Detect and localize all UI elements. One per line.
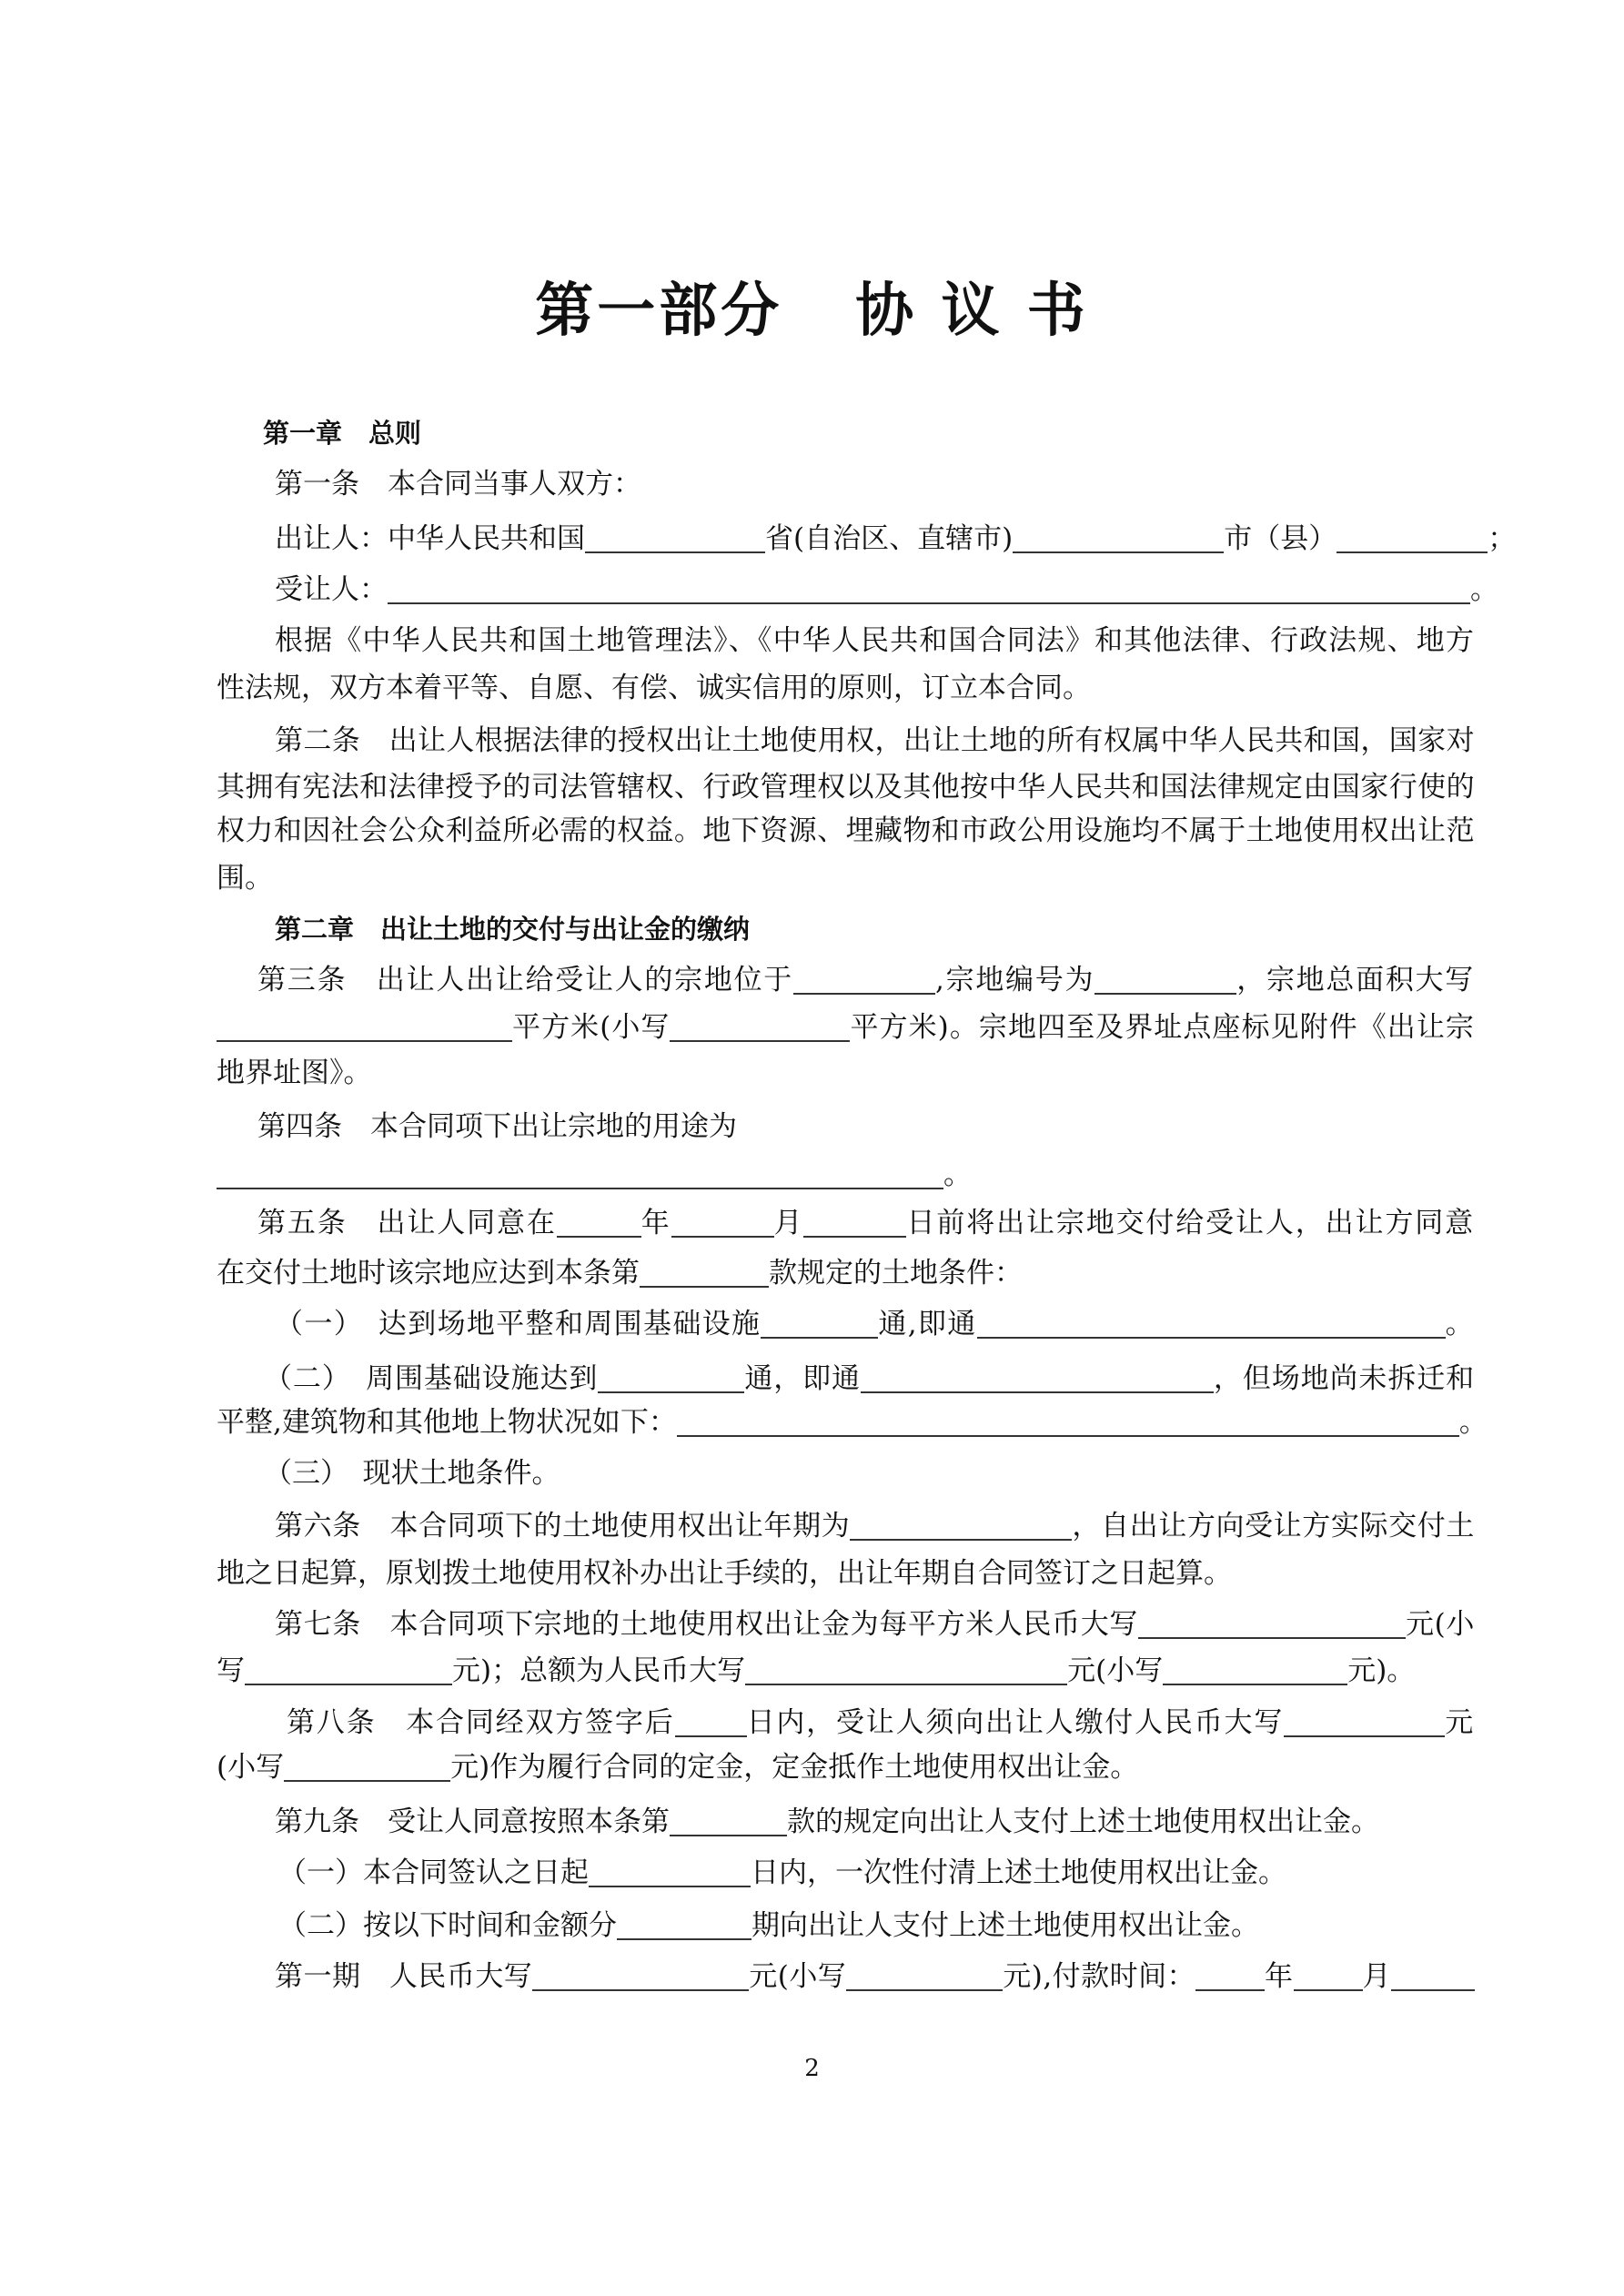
page-number: 2: [804, 2055, 820, 2082]
line-text: 通,即通: [878, 1308, 977, 1340]
fill-in-blank[interactable]: [557, 1209, 641, 1238]
line-text: 第二条 出让人根据法律的授权出让土地使用权，出让土地的所有权属中华人民共和国，国家对: [275, 724, 1475, 757]
fill-in-blank[interactable]: [670, 1013, 850, 1042]
contract-line: [217, 1009, 1475, 1046]
line-text: 元(小: [1406, 1608, 1475, 1641]
fill-in-blank[interactable]: [846, 1962, 1003, 1991]
title-name: 协 议 书: [855, 278, 1089, 345]
line-text: 出让人：中华人民共和国: [275, 522, 585, 555]
fill-in-blank[interactable]: [1013, 524, 1224, 553]
line-text: （二）按以下时间和金额分: [278, 1909, 617, 1942]
line-text: 元: [1445, 1706, 1475, 1739]
fill-in-blank[interactable]: [675, 1708, 747, 1737]
line-text: 根据《中华人民共和国土地管理法》、《中华人民共和国合同法》和其他法律、行政法规、地方: [275, 624, 1475, 657]
fill-in-blank[interactable]: [745, 1656, 1067, 1685]
line-text: 平方米(小写: [512, 1011, 671, 1044]
line-text: 年: [641, 1207, 671, 1239]
line-text: 写: [217, 1654, 245, 1687]
contract-line: [264, 1360, 1475, 1397]
fill-in-blank[interactable]: [803, 1209, 906, 1238]
line-text: (小写: [217, 1751, 285, 1784]
line-text: 其拥有宪法和法律授予的司法管辖权、行政管理权以及其他按中华人民共和国法律规定由国家行使的: [217, 771, 1475, 804]
contract-line: [217, 769, 1475, 805]
line-text: 性法规，双方本着平等、自愿、有偿、诚实信用的原则，订立本合同。: [217, 672, 1091, 704]
line-text: 平方米)。宗地四至及界址点座标见附件《出让宗: [850, 1011, 1476, 1044]
line-text: ，宗地总面积大写: [1236, 964, 1476, 996]
fill-in-blank[interactable]: [217, 1013, 512, 1042]
fill-in-blank[interactable]: [284, 1753, 450, 1782]
line-text: 。: [1470, 573, 1498, 606]
contract-line: [217, 813, 1475, 849]
line-text: 省(自治区、直辖市): [765, 522, 1014, 555]
line-text: 第四条 本合同项下出让宗地的用途为: [257, 1110, 737, 1143]
line-text: 地之日起算，原划拨土地使用权补办出让手续的，出让年期自合同签订之日起算。: [217, 1557, 1232, 1590]
fill-in-blank[interactable]: [245, 1656, 452, 1685]
contract-line: [257, 1205, 1475, 1241]
line-text: 元(小写: [1067, 1654, 1164, 1687]
line-text: 受让人：: [275, 573, 388, 606]
fill-in-blank[interactable]: [670, 1807, 787, 1836]
contract-line: [217, 1653, 1415, 1689]
line-text: 通，即通: [744, 1362, 861, 1395]
contract-line: [275, 723, 1475, 759]
line-text: 。: [943, 1158, 972, 1191]
line-text: 第八条 本合同经双方签字后: [287, 1706, 675, 1739]
line-text: 地界址图》。: [217, 1057, 372, 1089]
contract-line: [217, 860, 273, 896]
contract-line: [275, 1508, 1475, 1544]
line-text: 日内，一次性付清上述土地使用权出让金。: [751, 1856, 1286, 1889]
line-text: 第六条 本合同项下的土地使用权出让年期为: [275, 1510, 851, 1542]
fill-in-blank[interactable]: [589, 1858, 751, 1887]
contract-line: [217, 1555, 1232, 1592]
fill-in-blank[interactable]: [977, 1310, 1446, 1339]
contract-line: [217, 670, 1091, 706]
contract-line: [275, 466, 641, 502]
line-text: 平整,建筑物和其他地上物状况如下：: [217, 1406, 677, 1439]
fill-in-blank[interactable]: [793, 966, 935, 995]
fill-in-blank[interactable]: [585, 524, 765, 553]
page-title: [0, 264, 1624, 348]
fill-in-blank[interactable]: [1163, 1656, 1347, 1685]
chapter-heading: [275, 911, 750, 947]
fill-in-blank[interactable]: [1138, 1610, 1406, 1639]
contract-line: [275, 1606, 1475, 1643]
title-part: 第一部分: [535, 278, 783, 345]
line-text: 日内，受让人须向出让人缴付人民币大写: [746, 1706, 1285, 1739]
contract-line: [217, 1404, 1488, 1441]
line-text: 期向出让人支付上述土地使用权出让金。: [751, 1909, 1259, 1942]
fill-in-blank[interactable]: [1391, 1962, 1475, 1991]
line-text: 市（县）: [1224, 522, 1337, 555]
line-text: 第一期 人民币大写: [275, 1960, 533, 1993]
line-text: 第一条 本合同当事人双方：: [275, 468, 641, 501]
line-text: 第一章 总则: [263, 418, 422, 449]
line-text: 元)作为履行合同的定金，定金抵作土地使用权出让金。: [450, 1751, 1139, 1784]
line-text: 。: [1445, 1308, 1476, 1340]
fill-in-blank[interactable]: [1284, 1708, 1445, 1737]
fill-in-blank[interactable]: [1195, 1962, 1265, 1991]
fill-in-blank[interactable]: [532, 1962, 749, 1991]
contract-line: [257, 962, 1475, 998]
line-text: （三） 现状土地条件。: [264, 1457, 560, 1490]
contract-line: [217, 1055, 372, 1091]
contract-line: [287, 1704, 1475, 1741]
fill-in-blank[interactable]: [1294, 1962, 1363, 1991]
line-text: 款的规定向出让人支付上述土地使用权出让金。: [787, 1805, 1379, 1838]
fill-in-blank[interactable]: [217, 1160, 943, 1189]
line-text: 权力和因社会公众利益所必需的权益。地下资源、埋藏物和市政公用设施均不属于土地使用权出让范: [217, 814, 1475, 847]
line-text: 第九条 受让人同意按照本条第: [275, 1805, 670, 1838]
line-text: 第五条 出让人同意在: [257, 1207, 557, 1239]
fill-in-blank[interactable]: [677, 1408, 1459, 1437]
line-text: 围。: [217, 862, 273, 895]
contract-line: [275, 571, 1498, 608]
line-text: 。: [1458, 1406, 1488, 1439]
line-text: 元),付款时间：: [1003, 1960, 1196, 1993]
fill-in-blank[interactable]: [761, 1310, 878, 1339]
line-text: 日前将出让宗地交付给受让人，出让方同意: [906, 1207, 1476, 1239]
contract-line: [257, 1108, 737, 1145]
line-text: （二） 周围基础设施达到: [264, 1362, 599, 1395]
line-text: 第三条 出让人出让给受让人的宗地位于: [257, 964, 794, 996]
contract-line: [275, 1306, 1475, 1342]
line-text: （一） 达到场地平整和周围基础设施: [275, 1308, 762, 1340]
contract-line: [275, 1958, 1475, 1995]
fill-in-blank[interactable]: [1094, 966, 1236, 995]
line-text: ；: [1488, 522, 1517, 555]
line-text: ，但场地尚未拆迁和: [1213, 1362, 1476, 1395]
fill-in-blank[interactable]: [671, 1209, 774, 1238]
line-text: 月: [1362, 1960, 1392, 1993]
chapter-heading: [263, 415, 421, 451]
contract-line: [217, 1749, 1138, 1785]
line-text: ，自出让方向受让方实际交付土: [1072, 1510, 1476, 1542]
fill-in-blank[interactable]: [1337, 524, 1488, 553]
contract-line: [217, 1255, 1023, 1291]
line-text: 第七条 本合同项下宗地的土地使用权出让金为每平方米人民币大写: [275, 1608, 1138, 1641]
fill-in-blank[interactable]: [850, 1512, 1072, 1541]
fill-in-blank[interactable]: [640, 1259, 769, 1288]
line-text: 元)；总额为人民币大写: [452, 1654, 746, 1687]
contract-line: [275, 1804, 1379, 1840]
line-text: ,宗地编号为: [935, 964, 1095, 996]
contract-line: [217, 1157, 972, 1193]
contract-line: [278, 1907, 1259, 1944]
line-text: 元(小写: [749, 1960, 847, 1993]
contract-line: [278, 1855, 1286, 1891]
fill-in-blank[interactable]: [617, 1911, 751, 1940]
fill-in-blank[interactable]: [388, 575, 1470, 604]
fill-in-blank[interactable]: [598, 1364, 744, 1393]
line-text: 第二章 出让土地的交付与出让金的缴纳: [275, 914, 751, 945]
contract-line: [275, 622, 1475, 659]
line-text: 元)。: [1347, 1654, 1416, 1687]
line-text: 款规定的土地条件：: [769, 1257, 1023, 1290]
line-text: 在交付土地时该宗地应达到本条第: [217, 1257, 640, 1290]
contract-line: [264, 1455, 560, 1492]
contract-line: [275, 521, 1516, 557]
fill-in-blank[interactable]: [861, 1364, 1214, 1393]
line-text: 年: [1265, 1960, 1294, 1993]
line-text: 月: [773, 1207, 804, 1239]
line-text: （一）本合同签认之日起: [278, 1856, 589, 1889]
